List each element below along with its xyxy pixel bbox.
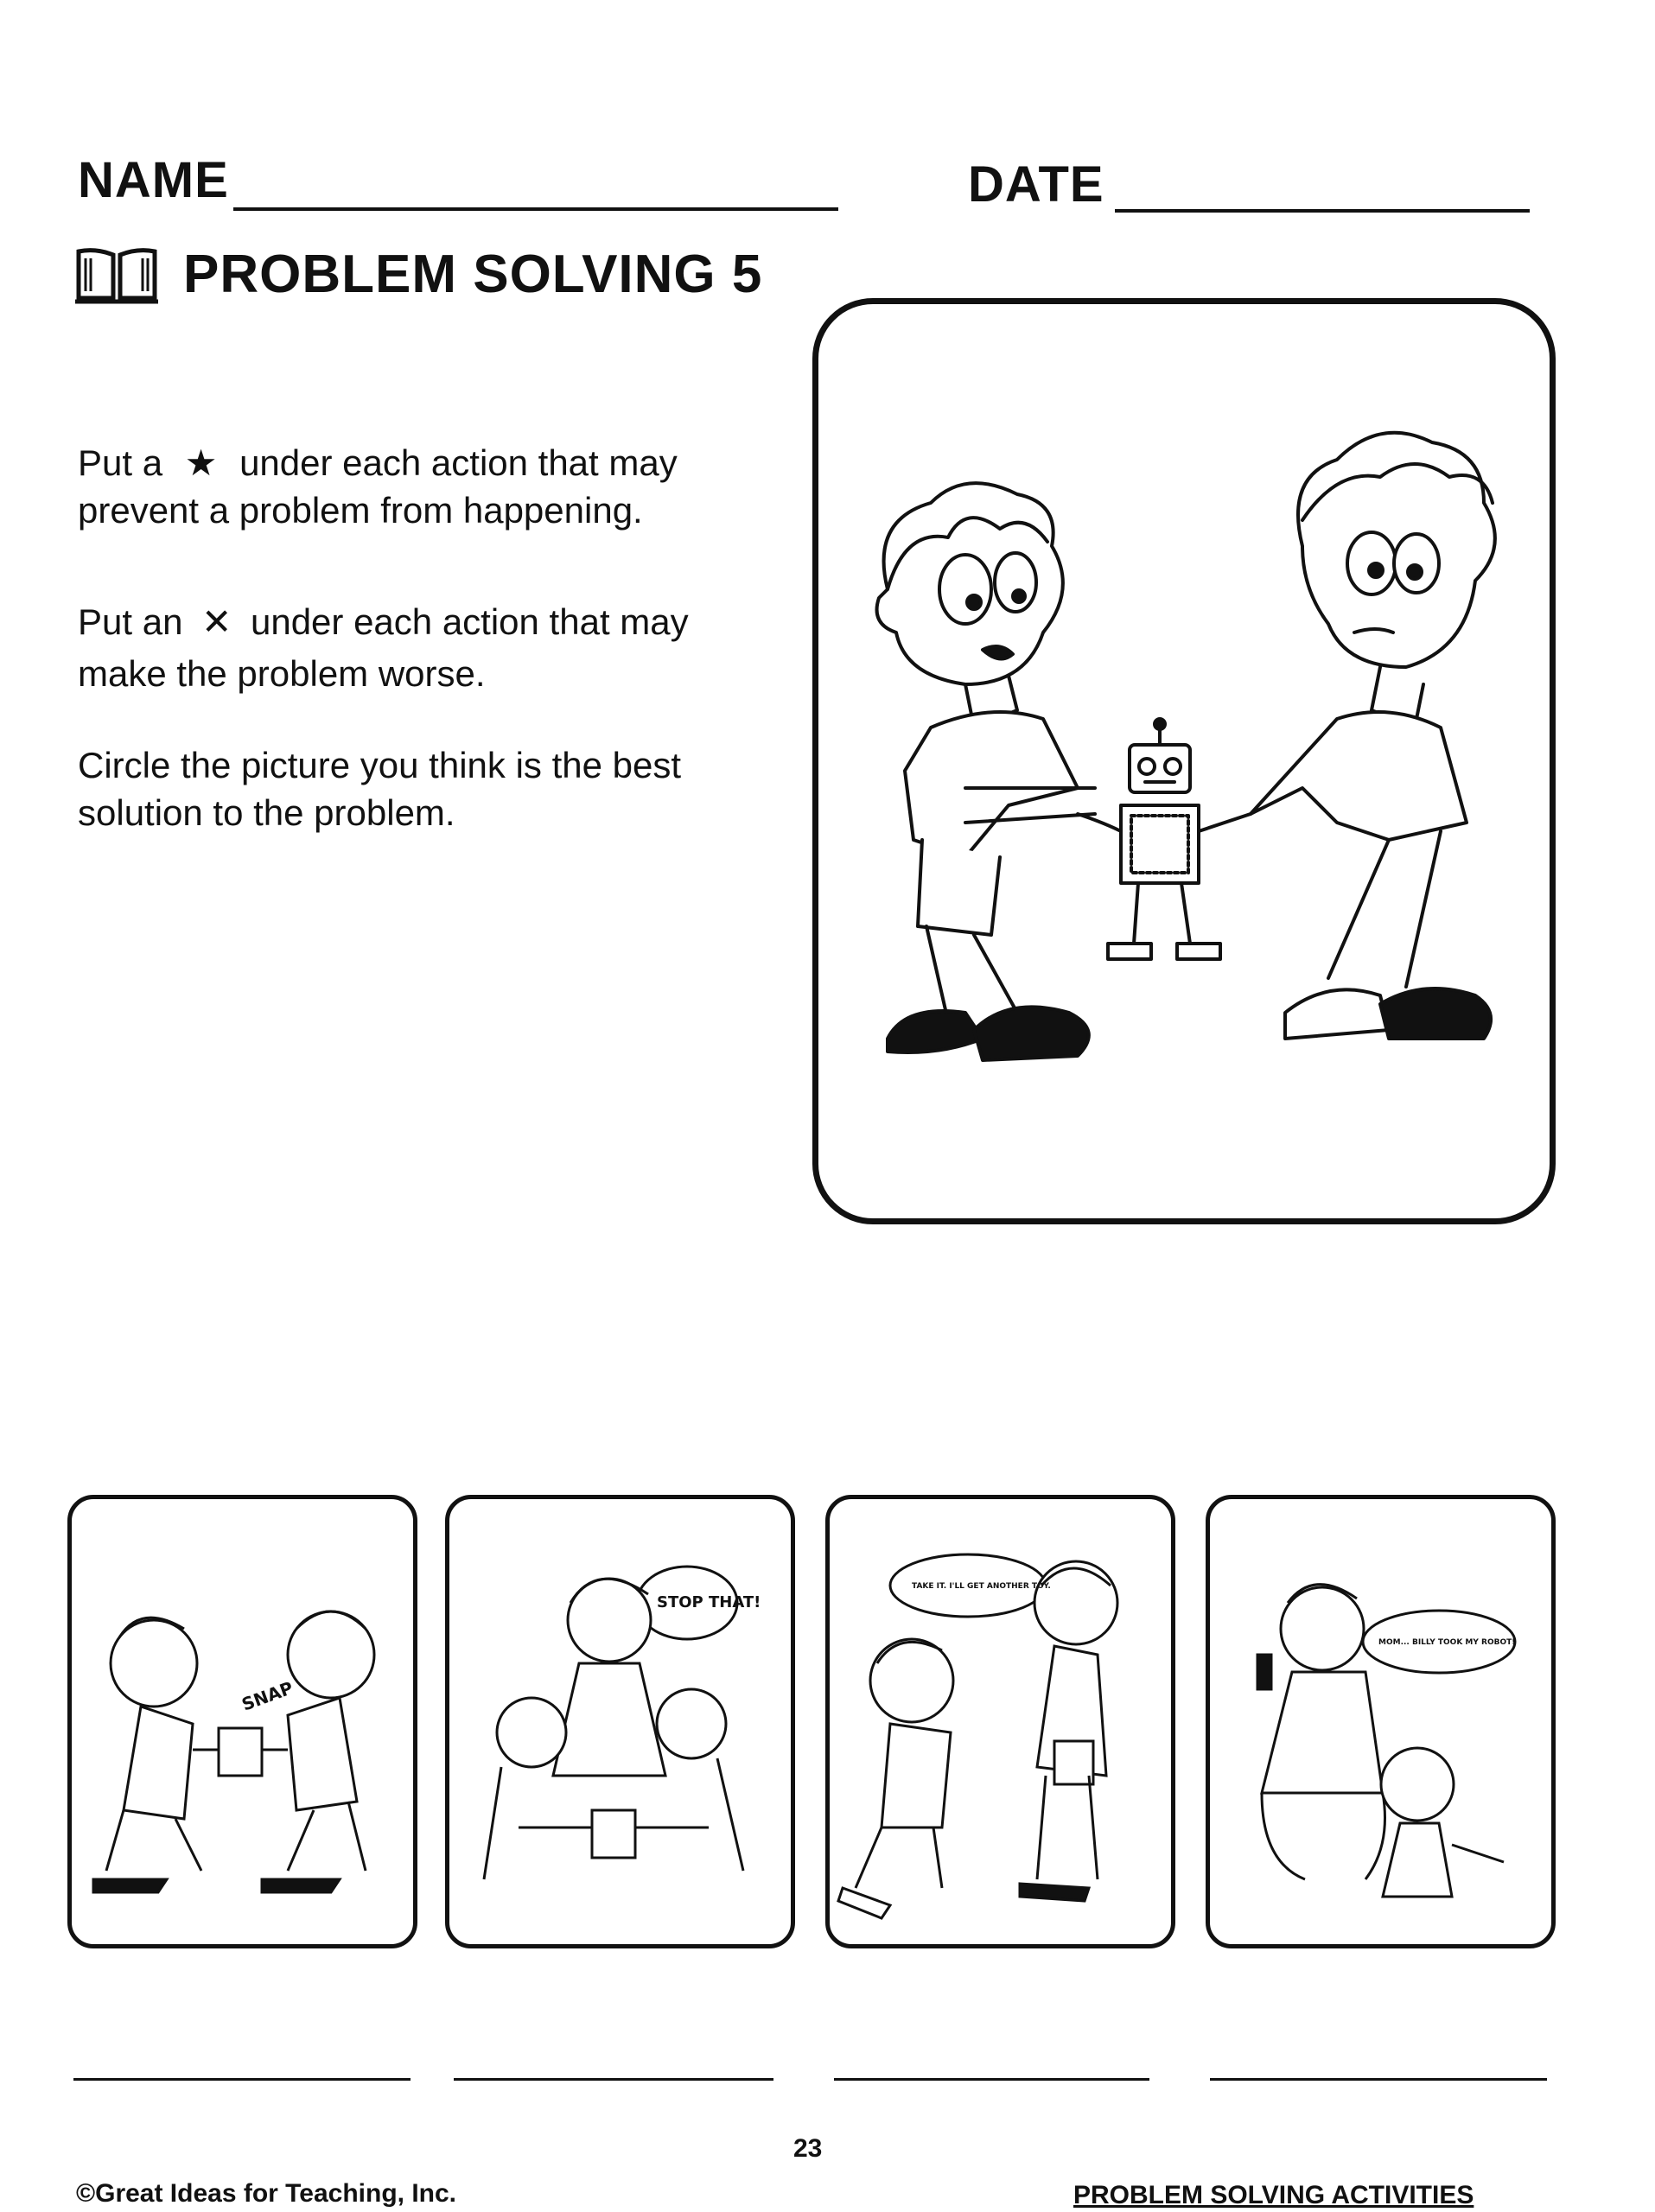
speech-bubble-tell-mom: MOM... BILLY TOOK MY ROBOT!	[1378, 1638, 1516, 1647]
answer-line-1[interactable]	[73, 2078, 411, 2081]
robot	[1078, 719, 1251, 959]
panel-tell-mom[interactable]	[1206, 1495, 1556, 1948]
name-field-line[interactable]	[233, 207, 838, 211]
snap-sound-text: SNAP	[239, 1677, 296, 1715]
x-mark-icon: ✕	[201, 601, 232, 642]
open-book-icon	[73, 246, 160, 307]
copyright-text: ©Great Ideas for Teaching, Inc.	[76, 2179, 456, 2208]
instruction-circle	[78, 741, 769, 836]
panel-share-toy[interactable]	[825, 1495, 1175, 1948]
instruction-circle-text-b: solution to the problem.	[78, 792, 455, 833]
panel-mom-stop[interactable]	[445, 1495, 795, 1948]
page-title: PROBLEM SOLVING 5	[183, 245, 763, 304]
name-label: NAME	[78, 152, 229, 208]
main-illustration-frame	[812, 298, 1556, 1224]
instruction-star	[78, 439, 769, 534]
date-label: DATE	[968, 156, 1104, 213]
speech-bubble-share: TAKE IT. I'LL GET ANOTHER TOY.	[912, 1582, 1051, 1591]
instruction-circle-text-a: Circle the picture you think is the best	[78, 745, 682, 785]
instruction-x	[78, 596, 769, 700]
instruction-x-text-a: Put an	[78, 601, 183, 642]
answer-line-3[interactable]	[834, 2078, 1149, 2081]
answer-line-2[interactable]	[454, 2078, 773, 2081]
instruction-x-text-b: under each action that may	[250, 601, 689, 642]
page-number: 23	[793, 2134, 823, 2163]
date-field-line[interactable]	[1115, 209, 1530, 213]
right-boy	[1251, 433, 1495, 1039]
toy-breaks-illustration	[72, 1499, 413, 1944]
instruction-star-text-a: Put a	[78, 442, 163, 483]
answer-line-4[interactable]	[1210, 2078, 1547, 2081]
series-title: PROBLEM SOLVING ACTIVITIES	[1073, 2181, 1474, 2209]
boys-tug-robot-illustration	[818, 304, 1550, 1218]
tell-mom-illustration	[1210, 1499, 1551, 1944]
share-toy-illustration	[830, 1499, 1171, 1944]
mom-stop-illustration	[449, 1499, 791, 1944]
panel-toy-breaks[interactable]	[67, 1495, 417, 1948]
instruction-star-text-c: prevent a problem from happening.	[78, 490, 643, 531]
instruction-x-text-c: make the problem worse.	[78, 653, 486, 694]
star-icon: ★	[184, 442, 218, 483]
instruction-star-text-b: under each action that may	[239, 442, 678, 483]
left-boy	[877, 483, 1096, 1060]
speech-bubble-stop: STOP THAT!	[657, 1593, 761, 1611]
